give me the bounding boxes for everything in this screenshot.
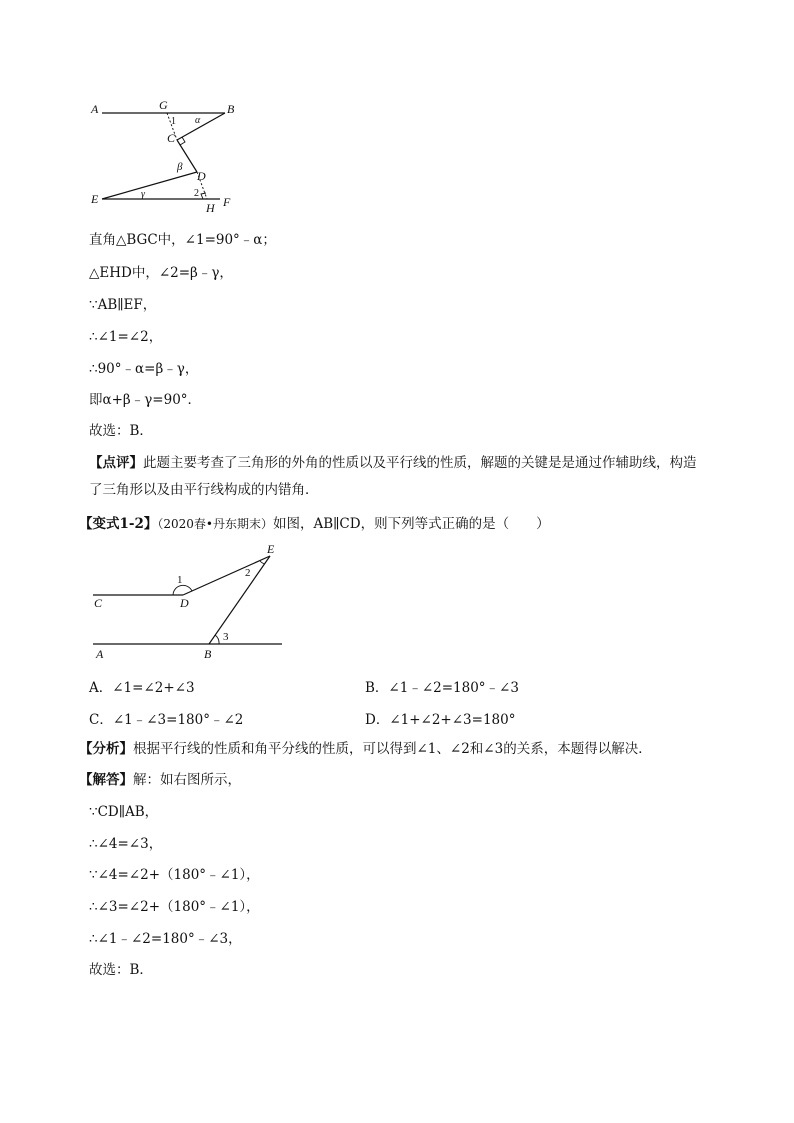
option-d: D．∠1+∠2+∠3=180°: [365, 712, 516, 728]
comment-text: 此题主要考查了三角形的外角的性质以及平行线的性质，解题的关键是是通过作辅助线，构造了三角形以及由平行线构成的内错角．: [89, 455, 697, 498]
option-a: A．∠1=∠2+∠3: [89, 680, 195, 696]
label-h: H: [206, 201, 215, 215]
label-c: C: [94, 596, 103, 610]
geometry-figure-2: [85, 540, 290, 665]
angle-arc-3: [215, 635, 219, 644]
label-b: B: [204, 647, 212, 661]
angle-arc-2: [260, 561, 265, 564]
solution1-line4: ∴∠1=∠2，: [89, 329, 163, 345]
label-angle-2: 2: [194, 188, 199, 199]
label-angle-1: 1: [171, 116, 176, 127]
comment-tag: 【点评】: [89, 455, 143, 471]
label-f: F: [223, 195, 231, 209]
answer-line5: ∴∠1﹣∠2=180°﹣∠3，: [89, 931, 242, 947]
option-b: B．∠1﹣∠2=180°﹣∠3: [365, 680, 519, 696]
analysis-paragraph: [79, 740, 652, 758]
solution1-line5: ∴90°﹣α=β﹣γ，: [89, 361, 199, 377]
label-g: G: [159, 98, 168, 112]
label-c: C: [167, 131, 176, 145]
right-angle-mark-h: [201, 193, 206, 199]
answer-intro-line: [79, 771, 241, 789]
angle-arc-1: [173, 585, 192, 595]
label-b: B: [227, 102, 235, 116]
label-alpha: α: [195, 115, 201, 126]
segment-de: [102, 172, 197, 199]
label-d: D: [180, 596, 189, 610]
label-e: E: [267, 542, 275, 556]
label-gamma: γ: [141, 189, 145, 200]
label-a: A: [96, 647, 104, 661]
answer-line2: ∴∠4=∠3，: [89, 836, 163, 852]
comment-paragraph: [89, 450, 704, 504]
variant-tag: 【变式1-2】: [79, 516, 158, 532]
label-a: A: [91, 102, 99, 116]
variant-question: [79, 515, 550, 533]
solution1-line3: ∵AB∥EF，: [89, 297, 157, 313]
analysis-tag: 【分析】: [79, 741, 133, 757]
analysis-text: 根据平行线的性质和角平分线的性质，可以得到∠1、∠2和∠3的关系，本题得以解决．: [133, 741, 652, 757]
geometry-figure-1: [85, 95, 255, 217]
answer-line1: ∵CD∥AB，: [89, 804, 159, 820]
answer-line6: 故选：B．: [89, 962, 153, 978]
solution1-line6: 即α+β﹣γ=90°．: [89, 392, 202, 408]
variant-question-text: 如图，AB∥CD，则下列等式正确的是（ ）: [273, 516, 550, 532]
label-angle-1: 1: [177, 574, 183, 586]
answer-intro: 解：如右图所示，: [133, 772, 241, 788]
answer-line4: ∴∠3=∠2+（180°﹣∠1），: [89, 899, 260, 915]
option-c: C．∠1﹣∠3=180°﹣∠2: [89, 712, 244, 728]
label-d: D: [197, 169, 206, 183]
answer-line3: ∵∠4=∠2+（180°﹣∠1），: [89, 867, 260, 883]
answer-tag: 【解答】: [79, 772, 133, 788]
solution1-line2: △EHD中，∠2=β﹣γ，: [89, 265, 233, 281]
label-angle-2: 2: [245, 567, 251, 579]
variant-source: （2020春•丹东期末）: [157, 517, 274, 531]
label-e: E: [91, 192, 99, 206]
label-beta: β: [177, 161, 183, 173]
solution1-line7: 故选：B．: [89, 423, 153, 439]
label-angle-3: 3: [223, 631, 229, 643]
segment-bc: [177, 113, 225, 140]
solution1-line1: 直角△BGC中，∠1=90°﹣α；: [89, 232, 276, 248]
